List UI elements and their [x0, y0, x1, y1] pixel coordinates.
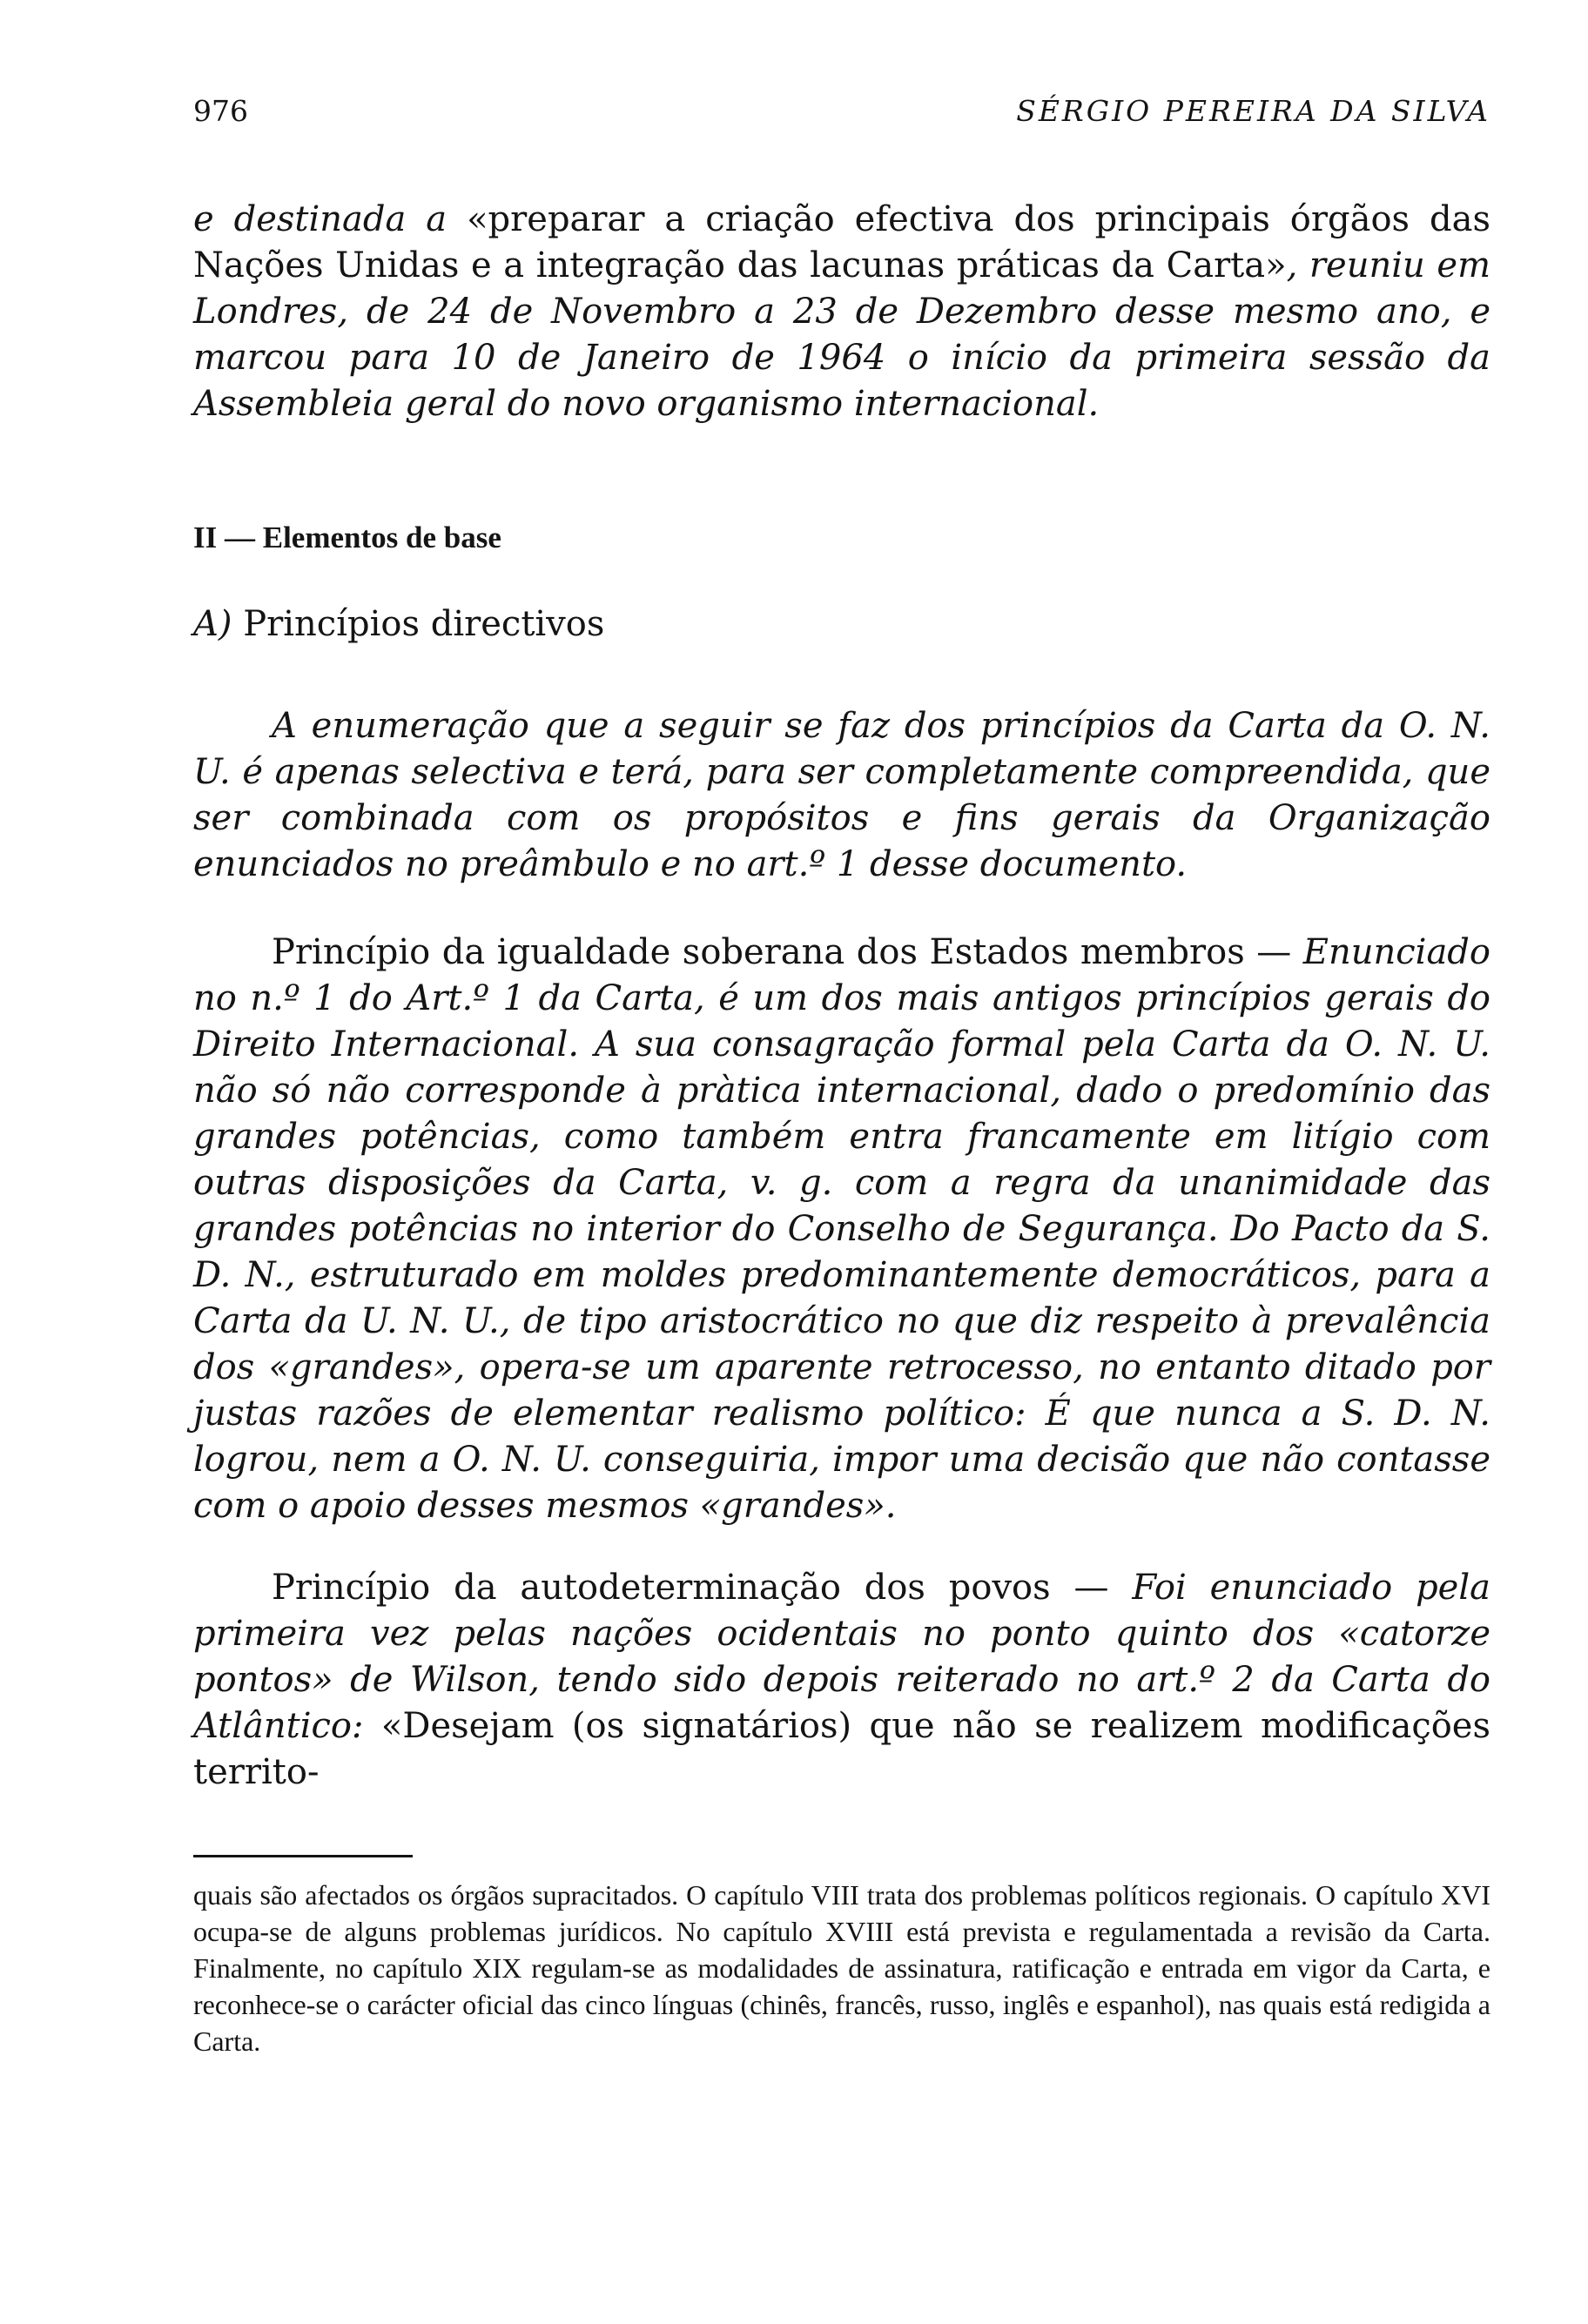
intro-paragraph: [193, 197, 1490, 427]
intro-quote: «preparar a criação efectiva dos principais órgãos das Nações Unidas e a integração das lacunas práticas da Carta»: [193, 199, 1490, 285]
selective-paragraph: A enumeração que a seguir se faz dos princípios da Carta da O. N. U. é apenas selectiva e terá, para ser completamente compreendida, que ser combinada com os propósitos e fins gerais da Organização enunciados no preâmbulo e no art.º 1 desse documento.: [193, 706, 1490, 884]
autodeterminacao-separator: —: [1050, 1568, 1133, 1608]
intro-lead: e destinada a: [193, 199, 468, 239]
subheading-letter: A): [193, 604, 232, 644]
subheading: [193, 604, 604, 644]
page-header: [193, 94, 1490, 146]
footnote-divider: [193, 1855, 413, 1857]
intro-rest: , reuniu em Londres, de 24 de Novembro a 23 de Dezembro desse mesmo ano, e marcou para 10 de Janeiro de 1964 o início da primeira sessão da Assembleia geral do novo organismo internacional.: [193, 245, 1491, 424]
section-heading: II — Elementos de base: [193, 521, 501, 554]
autodeterminacao-paragraph: [193, 1565, 1490, 1796]
running-head-author: SÉRGIO PEREIRA DA SILVA: [1016, 94, 1490, 128]
autodeterminacao-title: Princípio da autodeterminação dos povos: [272, 1568, 1051, 1608]
footnote: quais são afectados os órgãos supracitados. O capítulo VIII trata dos problemas políticos regionais. O capítulo XVI ocupa-se de alguns problemas jurídicos. No capítulo XVIII está prevista e regulamentada a revisão da Carta. Finalmente, no capítulo XIX regulam-se as modalidades de assinatura, ratificação e entrada em vigor da Carta, e reconhece-se o carácter oficial das cinco línguas (chinês, francês, russo, inglês e espanhol), nas quais está redigida a Carta.: [193, 1879, 1490, 2057]
page-number: 976: [193, 94, 248, 128]
igualdade-separator: —: [1244, 932, 1303, 972]
subheading-text: Princípios directivos: [232, 604, 605, 644]
igualdade-title: Princípio da igualdade soberana dos Estados membros: [272, 932, 1245, 972]
autodeterminacao-text: Foi enunciado pela primeira vez pelas nações ocidentais no ponto quinto dos «catorze pontos» de Wilson, tendo sido depois reiterado no art.º 2 da Carta do Atlântico:: [193, 1568, 1490, 1746]
autodeterminacao-quote: «Desejam (os signatários) que não se realizem modificações territo-: [193, 1706, 1490, 1792]
igualdade-paragraph: [193, 930, 1490, 1529]
igualdade-text: Enunciado no n.º 1 do Art.º 1 da Carta, é um dos mais antigos princípios gerais do Direito Internacional. A sua consagração formal pela Carta da O. N. U. não só não corresponde à pràtica internacional, dado o predomínio das grandes potências, como também entra francamente em litígio com outras disposições da Carta, v. g. com a regra da unanimidade das grandes potências no interior do Conselho de Segurança. Do Pacto da S. D. N., estruturado em moldes predominantemente democráticos, para a Carta da U. N. U., de tipo aristocrático no que diz respeito à prevalência dos «grandes», opera-se um aparente retrocesso, no entanto ditado por justas razões de elementar realismo político: É que nunca a S. D. N. logrou, nem a O. N. U. conseguiria, impor uma decisão que não contasse com o apoio desses mesmos «grandes».: [193, 932, 1490, 1526]
